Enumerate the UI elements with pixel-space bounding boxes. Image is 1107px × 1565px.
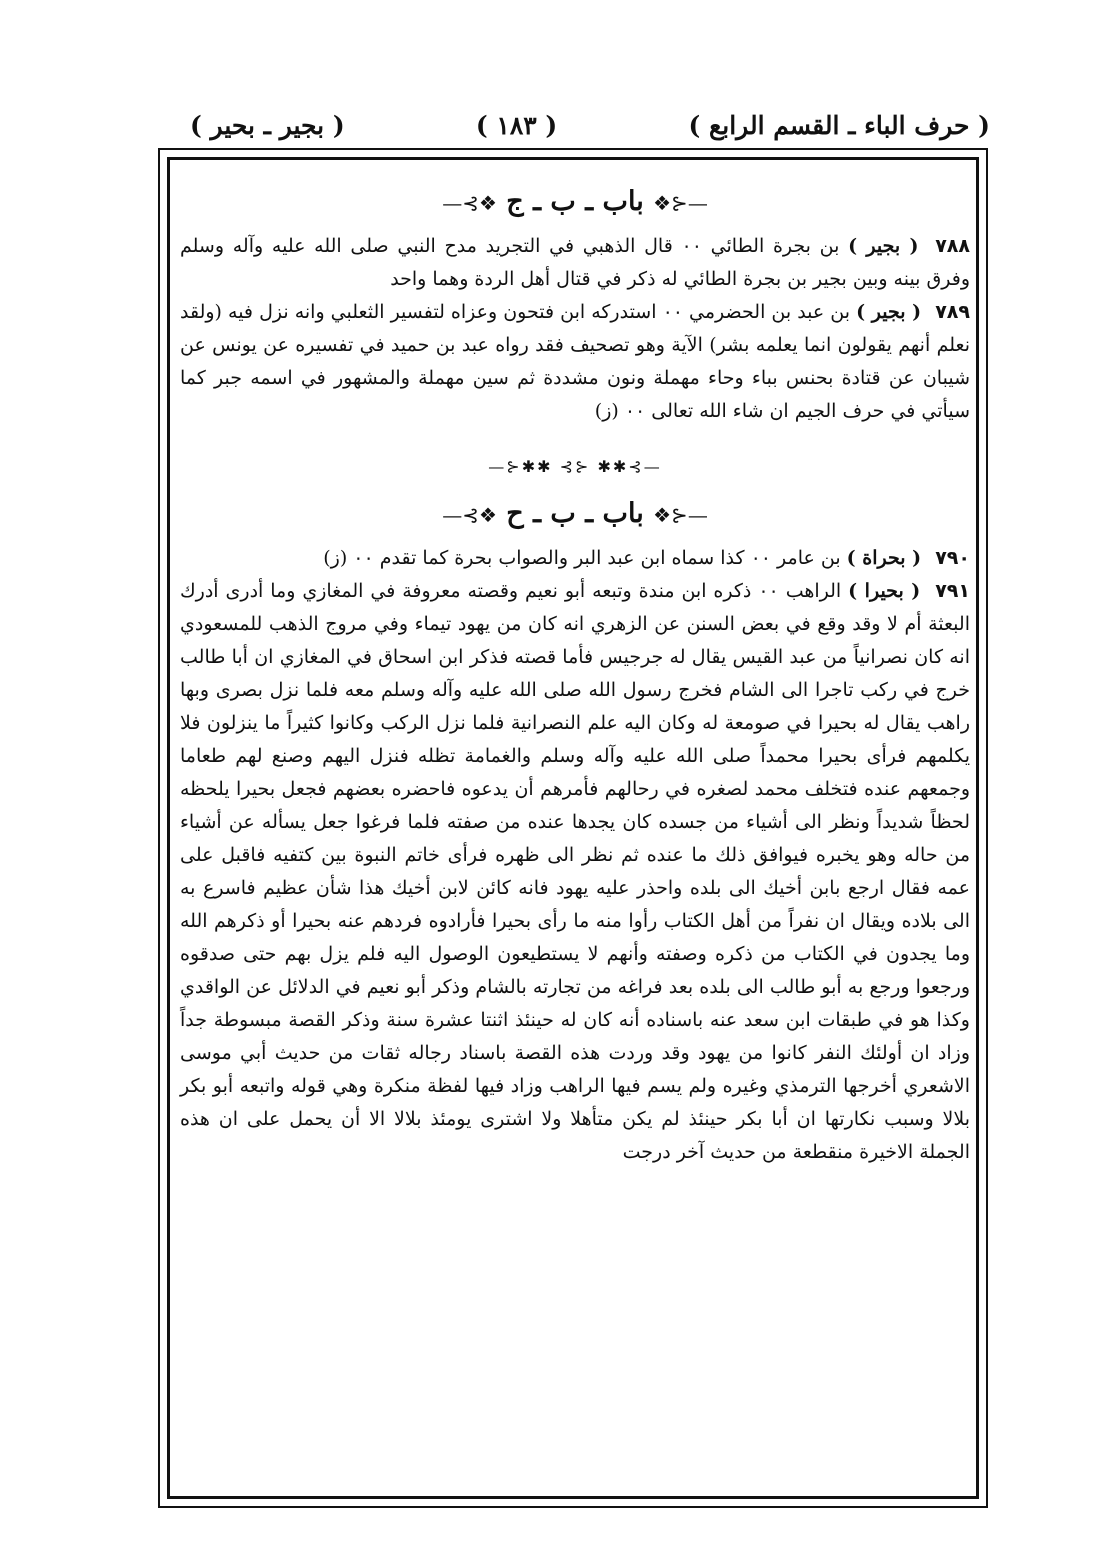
entry-788 [180,230,970,296]
header-section-title: ( حرف الباء ـ القسم الرابع ) [688,110,990,140]
entry-791 [180,575,970,1169]
entry-789 [180,296,970,428]
ornament-right-icon: ❖⊱— [442,503,497,527]
entry-text: بن بجرة الطائي ٠٠ قال الذهبي في التجريد مدح النبي صلى الله عليه وآله وسلم وفرق بينه وبين بجير بن بجرة الطائي له ذكر في قتال أهل الردة وهما واحد [180,235,970,290]
entry-name: ( بجير ) [848,235,919,257]
header-entry-range: ( بجير ـ بحير ) [190,110,345,140]
entry-name: ( بحيرا ) [848,580,921,602]
entry-number: ٧٩١ [935,580,970,602]
ornament-right-icon: ❖⊱— [442,191,497,215]
entry-name: ( بجير ) [856,301,922,323]
chapter-title: باب ـ ب ـ ح [506,498,644,529]
running-header [190,104,990,146]
section-divider-ornament: —⊱✱✱ ⊰⊱ ✱✱⊰— [488,457,662,476]
ornament-left-icon: —⊰❖ [653,503,708,527]
entry-number: ٧٩٠ [935,547,970,569]
entry-text: الراهب ٠٠ ذكره ابن مندة وتبعه أبو نعيم وقصته معروفة في المغازي وما أدرى أدرك البعثة أم لا وقد وقع في بعض السنن عن الزهري انه كان من يهود تيماء وفي مروج الذهب للمسعودي انه كان نصرانياً من عبد القيس يقال له جرجيس فأما قصته فذكر ابن اسحاق في المغازي ان أبا طالب خرج في ركب تاجرا الى الشام فخرج رسول الله صلى الله عليه وآله وسلم معه فلما نزل بصرى وبها راهب يقال له بحيرا في صومعة له وكان اليه علم النصرانية فلما نزل الركب وكانوا كثيراً ما ينزلون فلا يكلمهم فرأى بحيرا محمداً صلى الله عليه وآله وسلم والغمامة تظله فنزل اليهم وصنع لهم طعاما وجمعهم عنده فتخلف محمد لصغره في رحالهم فأمرهم أن يدعوه فاحضره بعضهم فجعل بحيرا يلحظه لحظاً شديداً ونظر الى أشياء من جسده كان يجدها عنده من صفته فلما فرغوا جعل يسأله عن أشياء من حاله وهو يخبره فيوافق ذلك ما عنده ثم نظر الى ظهره فرأى خاتم النبوة بين كتفيه فاقبل على عمه فقال ارجع بابن أخيك الى بلده واحذر عليه يهود فانه كائن لابن أخيك هذا شأن عظيم فاسرع به الى بلاده ويقال ان نفراً من أهل الكتاب رأوا منه ما رأى بحيرا فأرادوه فردهم عنه بحيرا أو ذكرهم الله وما يجدون في الكتاب من ذكره وصفته وأنهم لا يستطيعون الوصول اليه فلم يزل بهم حتى صدقوه ورجعوا ورجع به أبو طالب الى بلده بعد فراغه من تجارته بالشام وذكر أبو نعيم في الدلائل عن الواقدي وكذا هو في طبقات ابن سعد عنه باسناده أنه كان له حينئذ اثنتا عشرة سنة وذكر القصة مبسوطة جداً وزاد ان أولئك النفر كانوا من يهود وقد وردت هذه القصة باسناد رجاله ثقات من حديث أبي موسى الاشعري أخرجها الترمذي وغيره ولم يسم فيها الراهب وزاد فيها لفظة منكرة وهي قوله واتبعه أبو بكر بلالا وسبب نكارتها ان أبا بكر حينئذ لم يكن متأهلا ولا اشترى يومئذ بلالا الا أن يحمل على ان هذه الجملة الاخيرة منقطعة من حديث آخر درجت [180,580,970,1163]
chapter-title: باب ـ ب ـ ج [506,186,644,217]
entry-name: ( بحراة ) [846,547,922,569]
chapter-heading-ba-ba-jim [180,185,970,220]
page-body [180,185,970,1169]
chapter-heading-ba-ba-ha [180,497,970,532]
ornament-left-icon: —⊰❖ [653,191,708,215]
entry-number: ٧٨٨ [935,235,970,257]
entry-790 [180,542,970,575]
page-number: ( ١٨٣ ) [475,110,558,140]
entry-number: ٧٨٩ [935,301,970,323]
entry-text: بن عامر ٠٠ كذا سماه ابن عبد البر والصواب بحرة كما تقدم ٠٠ (ز) [323,547,841,569]
entry-text: بن عبد بن الحضرمي ٠٠ استدركه ابن فتحون وعزاه لتفسير الثعلبي وانه نزل فيه (ولقد نعلم أنهم يقولون انما يعلمه بشر) الآية وهو تصحيف فقد رواه عبد بن حميد في تفسيره عن يونس عن شيبان عن قتادة بحنس بباء وحاء مهملة ونون مشددة ثم سين مهملة والمشهور في اسمه جبر كما سيأتي في حرف الجيم ان شاء الله تعالى ٠٠ (ز) [180,301,970,422]
